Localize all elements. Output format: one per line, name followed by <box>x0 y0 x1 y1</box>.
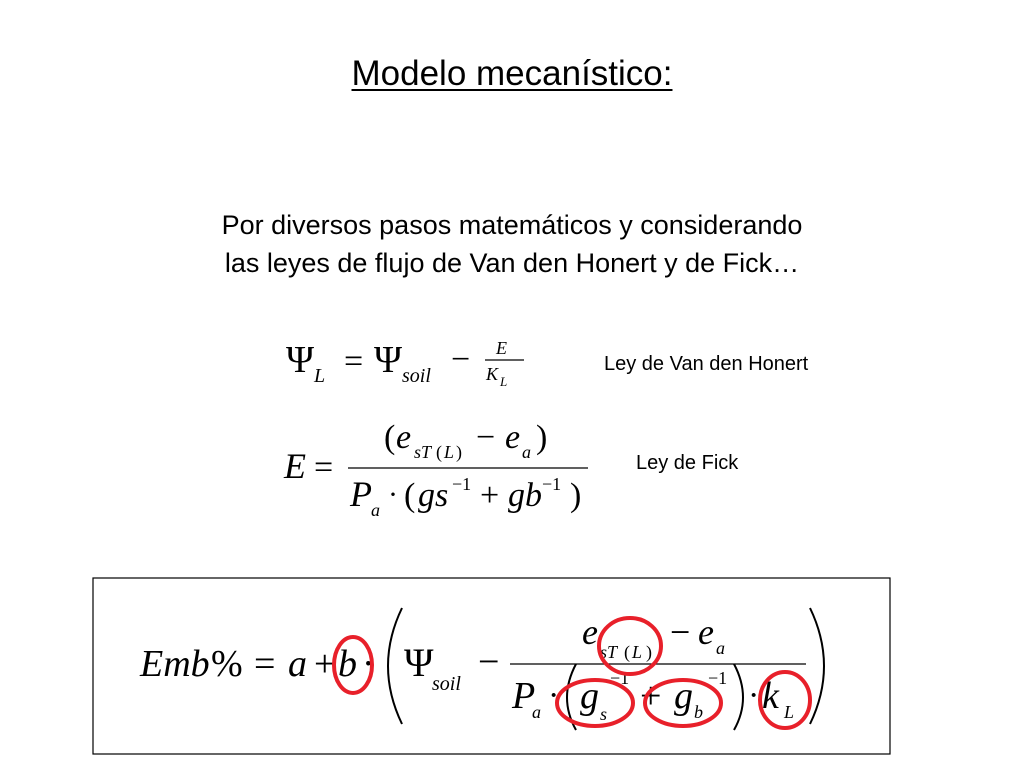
svg-text:+: + <box>314 643 336 685</box>
svg-text:soil: soil <box>432 673 461 695</box>
svg-text:(: ( <box>404 477 416 514</box>
svg-text:=: = <box>344 343 364 380</box>
svg-text:e: e <box>582 612 598 652</box>
svg-text:=: = <box>254 643 276 685</box>
svg-text:L: L <box>314 365 326 387</box>
svg-text:−1: −1 <box>542 474 562 494</box>
svg-text:·: · <box>748 677 760 714</box>
intro-line-2: las leyes de flujo de Van den Honert y de Fick… <box>224 248 800 278</box>
svg-text:·: · <box>388 478 398 511</box>
svg-text:L: L <box>500 374 508 389</box>
label-fick: Ley de Fick <box>636 452 739 474</box>
svg-text:%: % <box>211 643 243 685</box>
svg-text:a: a <box>532 702 541 722</box>
svg-text:g: g <box>674 675 693 717</box>
svg-text:Emb: Emb <box>140 643 210 685</box>
svg-text:+: + <box>480 477 500 514</box>
svg-text:gs: gs <box>418 477 449 514</box>
svg-text:P: P <box>350 474 372 514</box>
svg-text:b: b <box>694 702 703 722</box>
svg-text:k: k <box>762 675 779 717</box>
svg-text:a: a <box>371 500 380 520</box>
svg-text:E: E <box>496 338 507 358</box>
svg-text:=: = <box>314 449 334 486</box>
svg-text:gb: gb <box>508 477 542 514</box>
svg-text:(: ( <box>384 419 396 456</box>
svg-text:): ) <box>536 419 548 456</box>
svg-text:s: s <box>600 704 608 724</box>
svg-text:(: ( <box>624 642 630 662</box>
svg-text:Ψ: Ψ <box>286 339 315 381</box>
svg-text:sT: sT <box>414 442 432 462</box>
svg-text:P: P <box>512 675 536 717</box>
svg-text:a: a <box>716 638 725 658</box>
svg-text:−: − <box>670 612 691 652</box>
svg-text:e: e <box>396 419 412 456</box>
svg-text:Ψ: Ψ <box>404 640 434 685</box>
svg-text:L: L <box>444 442 455 462</box>
svg-text:e: e <box>505 419 521 456</box>
svg-text:+: + <box>640 675 662 717</box>
svg-text:−1: −1 <box>708 668 728 688</box>
svg-text:soil: soil <box>402 365 431 387</box>
svg-text:−: − <box>476 419 496 456</box>
svg-text:·: · <box>548 677 560 714</box>
label-van-den-honert: Ley de Van den Honert <box>604 353 809 375</box>
svg-text:a: a <box>522 442 531 462</box>
svg-text:sT: sT <box>600 642 618 662</box>
svg-text:e: e <box>698 612 714 652</box>
svg-text:): ) <box>570 477 582 514</box>
svg-text:−: − <box>451 341 471 378</box>
svg-text:): ) <box>646 642 652 662</box>
svg-text:g: g <box>580 675 599 717</box>
svg-text:K: K <box>486 364 499 384</box>
svg-text:·: · <box>362 643 375 685</box>
svg-text:L: L <box>632 642 643 662</box>
slide-title-text: Modelo mecanístico: <box>351 54 673 93</box>
svg-text:−: − <box>478 641 500 683</box>
svg-text:−1: −1 <box>452 474 472 494</box>
svg-text:L: L <box>784 702 795 722</box>
svg-text:(: ( <box>436 442 442 462</box>
intro-line-1: Por diversos pasos matemáticos y considerando <box>221 210 803 240</box>
svg-text:−1: −1 <box>610 668 630 688</box>
svg-text:a: a <box>288 643 307 685</box>
svg-text:E: E <box>284 446 306 486</box>
svg-text:b: b <box>338 643 357 685</box>
svg-text:Ψ: Ψ <box>374 339 403 381</box>
svg-text:): ) <box>456 442 462 462</box>
